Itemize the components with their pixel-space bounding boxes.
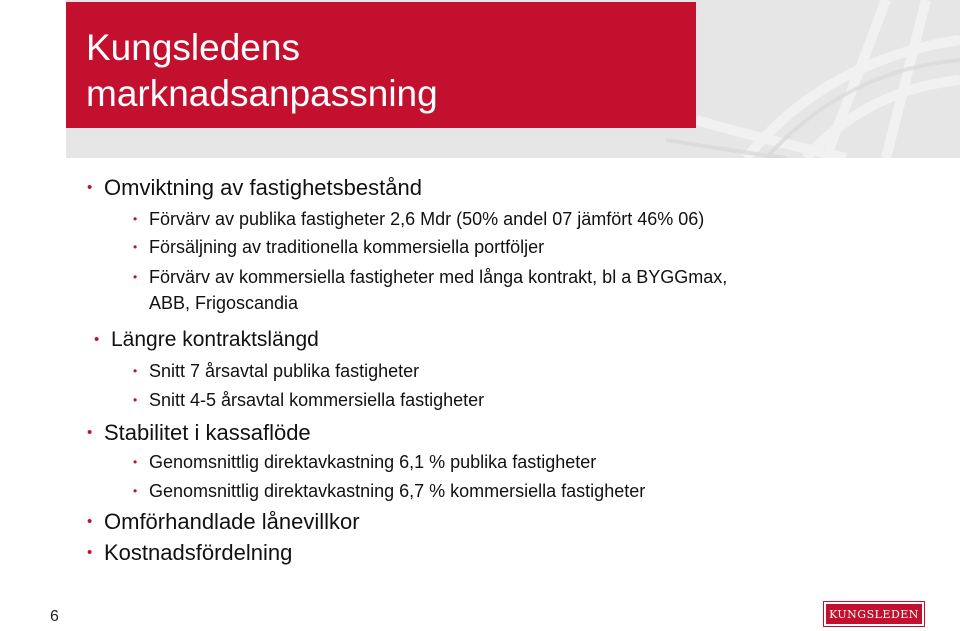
bullet-item bbox=[87, 509, 360, 535]
bullet-text: Snitt 4-5 årsavtal kommersiella fastigheter bbox=[149, 390, 485, 410]
title-line-2: marknadsanpassning bbox=[86, 73, 438, 114]
bullet-dot-icon: • bbox=[133, 484, 138, 498]
bullet-dot-icon: • bbox=[133, 212, 138, 226]
title-line-1: Kungsledens bbox=[86, 27, 300, 68]
bullet-text: Snitt 7 årsavtal publika fastigheter bbox=[149, 361, 420, 381]
bullet-item bbox=[87, 420, 311, 446]
bullet-text: ABB, Frigoscandia bbox=[149, 293, 299, 313]
bullet-dot-icon: • bbox=[133, 393, 138, 407]
bullet-text: Försäljning av traditionella kommersiella portföljer bbox=[149, 237, 545, 257]
bullet-dot-icon: • bbox=[87, 424, 93, 441]
bullet-dot-icon: • bbox=[133, 240, 138, 254]
bullet-text: Kostnadsfördelning bbox=[104, 540, 293, 565]
kungsleden-logo bbox=[823, 601, 925, 627]
sub-bullet-item bbox=[133, 358, 420, 384]
sub-bullet-continuation bbox=[149, 290, 298, 316]
bullet-dot-icon: • bbox=[133, 455, 138, 469]
sub-bullet-item bbox=[133, 264, 728, 290]
bullet-dot-icon: • bbox=[133, 270, 138, 284]
bullet-text: Förvärv av publika fastigheter 2,6 Mdr (50% andel 07 jämfört 46% 06) bbox=[149, 209, 705, 229]
bullet-item bbox=[87, 175, 422, 201]
bullet-text: Genomsnittlig direktavkastning 6,7 % kommersiella fastigheter bbox=[149, 481, 646, 501]
bullet-item bbox=[94, 327, 319, 353]
bullet-text: Längre kontraktslängd bbox=[111, 328, 319, 351]
bullet-text: Omviktning av fastighetsbestånd bbox=[104, 175, 422, 200]
bullet-dot-icon: • bbox=[87, 179, 93, 196]
bullet-text: Stabilitet i kassaflöde bbox=[104, 420, 311, 445]
bullet-dot-icon: • bbox=[133, 364, 138, 378]
bullet-dot-icon: • bbox=[87, 544, 93, 561]
bullet-text: Genomsnittlig direktavkastning 6,1 % publika fastigheter bbox=[149, 452, 597, 472]
bullet-text: Förvärv av kommersiella fastigheter med långa kontrakt, bl a BYGGmax, bbox=[149, 267, 728, 287]
bullet-text: Omförhandlade lånevillkor bbox=[104, 509, 360, 534]
bullet-dot-icon: • bbox=[87, 513, 93, 530]
sub-bullet-item bbox=[133, 206, 705, 232]
bullet-dot-icon: • bbox=[94, 331, 100, 348]
sub-bullet-item bbox=[133, 478, 646, 504]
sub-bullet-item bbox=[133, 234, 545, 260]
sub-bullet-item bbox=[133, 387, 485, 413]
logo-text: KUNGSLEDEN bbox=[826, 604, 922, 624]
sub-bullet-item bbox=[133, 449, 597, 475]
slide-number: 6 bbox=[50, 608, 59, 625]
bullet-item bbox=[87, 540, 293, 566]
